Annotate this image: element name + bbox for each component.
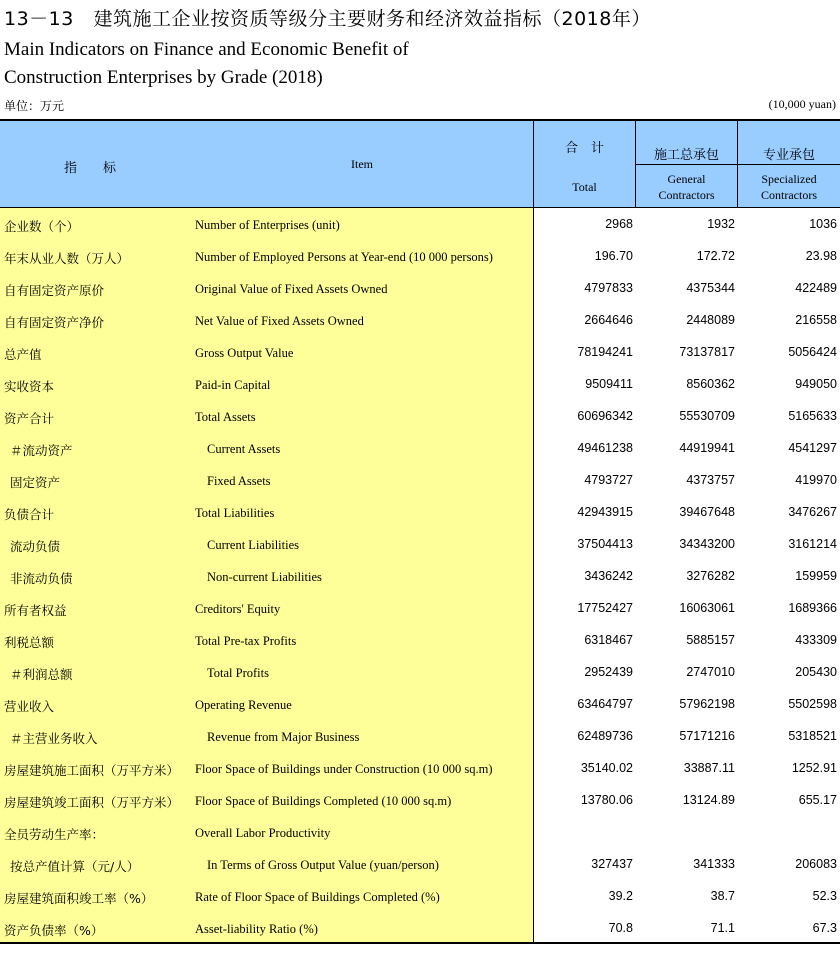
row-label-cn: ＃主营业务收入 xyxy=(10,731,98,746)
row-label-cn: 总产值 xyxy=(4,347,42,362)
value-total: 2968 xyxy=(605,217,633,231)
value-general-contractors: 2747010 xyxy=(686,665,735,679)
value-total: 60696342 xyxy=(577,409,633,423)
value-specialized-contractors: 5502598 xyxy=(788,697,837,711)
value-specialized-contractors: 949050 xyxy=(795,377,837,391)
table-row xyxy=(0,208,840,240)
value-specialized-contractors: 422489 xyxy=(795,281,837,295)
value-total: 49461238 xyxy=(577,441,633,455)
row-label-cn: 负债合计 xyxy=(4,507,55,522)
value-general-contractors: 33887.11 xyxy=(683,761,735,775)
row-label-cn: 房屋建筑面积竣工率（%） xyxy=(4,891,154,906)
table-row xyxy=(0,560,840,592)
row-label-cn: 全员劳动生产率： xyxy=(4,827,105,842)
table-row xyxy=(0,592,840,624)
value-specialized-contractors: 67.3 xyxy=(812,921,837,935)
value-general-contractors: 34343200 xyxy=(679,537,735,551)
header-sub-divider xyxy=(635,164,840,165)
row-label-en: Net Value of Fixed Assets Owned xyxy=(195,314,364,328)
value-general-contractors: 2448089 xyxy=(686,313,735,327)
value-specialized-contractors: 23.98 xyxy=(805,249,837,263)
row-label-cn: ＃利润总额 xyxy=(10,667,73,682)
value-total: 196.70 xyxy=(594,249,633,263)
row-label-cn: 房屋建筑竣工面积（万平方米） xyxy=(4,795,180,810)
value-total: 2952439 xyxy=(584,665,633,679)
value-general-contractors: 8560362 xyxy=(686,377,735,391)
table-row xyxy=(0,528,840,560)
table-row xyxy=(0,400,840,432)
header-general-en-1: General xyxy=(667,172,706,186)
value-general-contractors: 5885157 xyxy=(686,633,735,647)
table-row xyxy=(0,368,840,400)
row-label-en: Creditors' Equity xyxy=(195,602,281,616)
table-row xyxy=(0,848,840,880)
row-label-en: Total Assets xyxy=(195,410,256,424)
value-total: 37504413 xyxy=(577,537,633,551)
header-total-en: Total xyxy=(572,180,597,194)
unit-label-cn: 单位：万元 xyxy=(4,99,65,113)
header-indicator-cell xyxy=(0,121,533,208)
row-label-cn: 资产负债率（%） xyxy=(4,923,104,938)
header-total-cell xyxy=(533,121,635,208)
value-specialized-contractors: 1689366 xyxy=(788,601,837,615)
table-number: 13－13 xyxy=(4,8,74,30)
value-total: 6318467 xyxy=(584,633,633,647)
title-en-line-1: Main Indicators on Finance and Economic Benefit of xyxy=(4,39,409,60)
row-label-en: Total Liabilities xyxy=(195,506,275,520)
row-label-cn: 房屋建筑施工面积（万平方米） xyxy=(4,763,180,778)
row-label-en: Overall Labor Productivity xyxy=(195,826,331,840)
table-row xyxy=(0,304,840,336)
row-label-en: Asset-liability Ratio (%) xyxy=(195,922,318,936)
value-specialized-contractors: 5056424 xyxy=(788,345,837,359)
unit-label-en: (10,000 yuan) xyxy=(768,97,836,111)
row-label-en: Rate of Floor Space of Buildings Completed (%) xyxy=(195,890,440,904)
row-label-en: Operating Revenue xyxy=(195,698,292,712)
row-label-en: Total Pre-tax Profits xyxy=(195,634,297,648)
table-row xyxy=(0,816,840,848)
table-row xyxy=(0,656,840,688)
value-specialized-contractors: 4541297 xyxy=(788,441,837,455)
value-specialized-contractors: 1036 xyxy=(809,217,837,231)
row-label-cn: 资产合计 xyxy=(4,411,55,426)
value-general-contractors: 38.7 xyxy=(710,889,735,903)
page-title-cn xyxy=(4,4,651,31)
value-total: 78194241 xyxy=(577,345,633,359)
header-indicator-cn: 指 标 xyxy=(64,161,117,176)
header-specialized-en-1: Specialized xyxy=(761,172,817,186)
value-specialized-contractors: 216558 xyxy=(795,313,837,327)
page-title-en xyxy=(4,36,409,92)
value-general-contractors: 57962198 xyxy=(679,697,735,711)
row-label-cn: 年末从业人数（万人） xyxy=(4,251,130,266)
value-specialized-contractors: 5165633 xyxy=(788,409,837,423)
value-general-contractors: 4373757 xyxy=(686,473,735,487)
value-total: 42943915 xyxy=(577,505,633,519)
row-label-en: Fixed Assets xyxy=(207,474,271,488)
value-general-contractors: 13124.89 xyxy=(682,793,735,807)
value-total: 17752427 xyxy=(577,601,633,615)
row-label-cn: 按总产值计算（元/人） xyxy=(10,859,140,874)
row-label-en: Non-current Liabilities xyxy=(207,570,322,584)
value-specialized-contractors: 419970 xyxy=(795,473,837,487)
table-title-cn: 建筑施工企业按资质等级分主要财务和经济效益指标（2018年） xyxy=(93,8,651,30)
row-label-cn: 实收资本 xyxy=(4,379,55,394)
value-general-contractors: 39467648 xyxy=(679,505,735,519)
table-row xyxy=(0,752,840,784)
row-label-cn: 利税总额 xyxy=(4,635,55,650)
table-row xyxy=(0,912,840,944)
value-total: 13780.06 xyxy=(580,793,633,807)
value-general-contractors: 57171216 xyxy=(679,729,735,743)
row-label-cn: ＃流动资产 xyxy=(10,443,73,458)
value-specialized-contractors: 159959 xyxy=(795,569,837,583)
value-general-contractors: 172.72 xyxy=(696,249,735,263)
value-total: 4793727 xyxy=(584,473,633,487)
value-total: 35140.02 xyxy=(580,761,633,775)
table-bottom-rule xyxy=(0,942,840,944)
row-label-en: Current Assets xyxy=(207,442,281,456)
table-row xyxy=(0,336,840,368)
table-row xyxy=(0,464,840,496)
value-general-contractors: 3276282 xyxy=(686,569,735,583)
value-total: 4797833 xyxy=(584,281,633,295)
value-general-contractors: 71.1 xyxy=(710,921,735,935)
value-total: 70.8 xyxy=(608,921,633,935)
row-label-en: Gross Output Value xyxy=(195,346,294,360)
value-general-contractors: 16063061 xyxy=(679,601,735,615)
row-label-en: Floor Space of Buildings under Construction (10 000 sq.m) xyxy=(195,762,493,776)
row-label-en: Paid-in Capital xyxy=(195,378,271,392)
value-specialized-contractors: 1252.91 xyxy=(791,761,837,775)
header-specialized-en-2: Contractors xyxy=(761,188,817,202)
value-specialized-contractors: 5318521 xyxy=(788,729,837,743)
value-total: 3436242 xyxy=(584,569,633,583)
value-total: 2664646 xyxy=(584,313,633,327)
value-total: 39.2 xyxy=(608,889,633,903)
row-label-cn: 自有固定资产原价 xyxy=(4,283,105,298)
row-label-cn: 企业数（个） xyxy=(4,219,80,234)
table-row xyxy=(0,432,840,464)
row-label-cn: 非流动负债 xyxy=(10,571,73,586)
row-label-en: Total Profits xyxy=(207,666,269,680)
row-label-cn: 所有者权益 xyxy=(4,603,67,618)
table-row xyxy=(0,496,840,528)
table-row xyxy=(0,688,840,720)
table-row xyxy=(0,720,840,752)
table-row xyxy=(0,784,840,816)
row-label-cn: 自有固定资产净价 xyxy=(4,315,105,330)
row-label-cn: 固定资产 xyxy=(10,475,61,490)
value-general-contractors: 55530709 xyxy=(679,409,735,423)
table-row xyxy=(0,240,840,272)
value-general-contractors: 4375344 xyxy=(686,281,735,295)
row-label-cn: 流动负债 xyxy=(10,539,61,554)
row-label-en: Revenue from Major Business xyxy=(207,730,360,744)
row-label-en: Number of Employed Persons at Year-end (10 000 persons) xyxy=(195,250,493,264)
value-general-contractors: 73137817 xyxy=(679,345,735,359)
value-specialized-contractors: 655.17 xyxy=(798,793,837,807)
row-label-en: Current Liabilities xyxy=(207,538,299,552)
value-total: 63464797 xyxy=(577,697,633,711)
header-total-cn: 合 计 xyxy=(564,141,604,156)
header-specialized-cn: 专业承包 xyxy=(762,148,815,163)
value-total: 9509411 xyxy=(585,377,633,391)
row-label-en: Original Value of Fixed Assets Owned xyxy=(195,282,388,296)
value-total: 327437 xyxy=(591,857,633,871)
header-item-en: Item xyxy=(351,157,373,171)
header-general-en-2: Contractors xyxy=(658,188,715,202)
table-row xyxy=(0,624,840,656)
value-specialized-contractors: 3161214 xyxy=(788,537,837,551)
row-label-cn: 营业收入 xyxy=(4,699,55,714)
value-general-contractors: 44919941 xyxy=(679,441,735,455)
value-specialized-contractors: 52.3 xyxy=(812,889,837,903)
value-specialized-contractors: 205430 xyxy=(795,665,837,679)
row-label-en: Number of Enterprises (unit) xyxy=(195,218,340,232)
value-total: 62489736 xyxy=(577,729,633,743)
value-specialized-contractors: 433309 xyxy=(795,633,837,647)
header-general-cn: 施工总承包 xyxy=(653,148,719,163)
table-row xyxy=(0,272,840,304)
value-specialized-contractors: 3476267 xyxy=(788,505,837,519)
value-general-contractors: 341333 xyxy=(693,857,735,871)
row-label-en: Floor Space of Buildings Completed (10 000 sq.m) xyxy=(195,794,452,808)
value-general-contractors: 1932 xyxy=(707,217,735,231)
table-row xyxy=(0,880,840,912)
row-label-en: In Terms of Gross Output Value (yuan/person) xyxy=(207,858,439,872)
value-specialized-contractors: 206083 xyxy=(795,857,837,871)
title-en-line-2: Construction Enterprises by Grade (2018) xyxy=(4,67,323,88)
